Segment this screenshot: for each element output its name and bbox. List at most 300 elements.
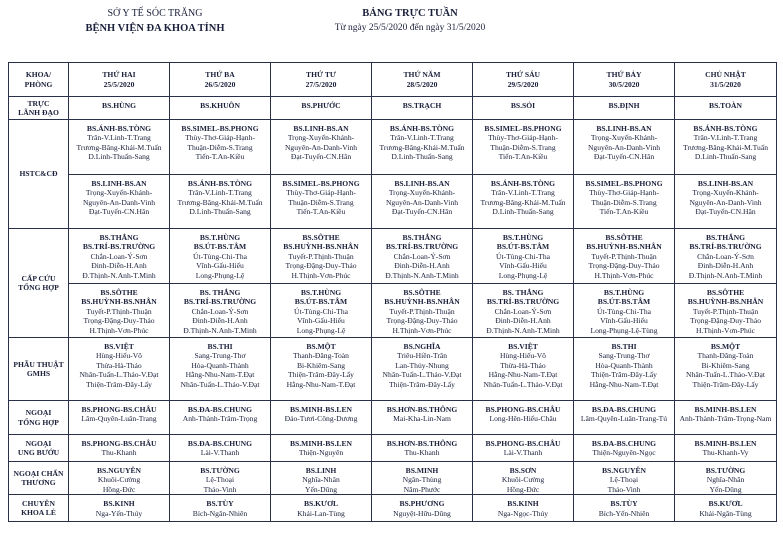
- doctor-name: BS.TƯỜNG: [705, 466, 746, 475]
- day-date: 25/5/2020: [103, 79, 135, 89]
- staff-names: Anh-Thành-Trâm-Trọng: [182, 414, 258, 424]
- day-name: THỨ TƯ: [306, 70, 336, 80]
- doctor-name: BS.VIỆT: [104, 342, 134, 351]
- table-row: [9, 435, 777, 462]
- duty-cell: [271, 462, 372, 495]
- duty-cell: [372, 338, 473, 401]
- doctor-name: BS.HUỲNH-BS.NHÂN: [384, 297, 460, 307]
- doctor-name: BS.KINH: [507, 499, 539, 509]
- org-header: [60, 6, 250, 36]
- staff-names: Thanh-Đăng-Toàn: [293, 351, 349, 361]
- doctor-name: BS.THẮNG: [402, 233, 442, 242]
- staff-names: Long-Hên-Hiếu-Châu: [489, 414, 557, 424]
- doctor-name: BS.TƯỜNG: [200, 466, 240, 475]
- duty-cell: [170, 338, 271, 401]
- duty-cell: [574, 229, 675, 284]
- day-header: [69, 63, 170, 97]
- doctor-name: BS.HƠN-BS.THÔNG: [386, 405, 458, 414]
- doctor-name: BS.MINH-BS.LEN: [694, 405, 757, 414]
- doctor-name: BS.HUỲNH-BS.NHÂN: [283, 242, 359, 252]
- staff-names: Nguyên-An-Danh-Vinh: [587, 142, 661, 152]
- staff-names: D.Linh-Thuấn-Sang: [391, 152, 453, 162]
- duty-cell: [170, 435, 271, 462]
- day-date: 30/5/2020: [608, 79, 640, 89]
- duty-cell: [271, 495, 372, 522]
- duty-cell: [69, 435, 170, 462]
- header-row: [9, 63, 777, 97]
- duty-cell: [473, 229, 574, 284]
- doc-title: BẢNG TRỰC TUẦN: [362, 8, 458, 19]
- staff-names: Vĩnh-Gấu-Hiếu: [600, 316, 648, 326]
- day-date: 31/5/2020: [710, 79, 741, 89]
- staff-names: Đinh-Diễn-H.Anh: [192, 316, 248, 326]
- day-name: THỨ HAI: [102, 70, 136, 80]
- duty-cell: [69, 97, 170, 120]
- doctor-name: BS.PHONG-BS.CHÂU: [81, 439, 157, 448]
- staff-names: H.Thịnh-Vơn-Phúc: [594, 270, 654, 280]
- duty-cell: [170, 284, 271, 338]
- staff-names: Thiện-Trâm-Đây-Lấy: [692, 379, 759, 389]
- staff-names: Trọng-Đặng-Duy-Thảo: [386, 316, 458, 326]
- duty-table: [8, 62, 777, 522]
- section-label: [9, 462, 69, 495]
- duty-cell: [675, 229, 777, 284]
- staff-names: Anh-Thành-Trâm-Trọng-Nam: [679, 414, 772, 424]
- staff-names: Chắn-Loan-Ý-Sơn: [191, 306, 249, 316]
- doctor-name: BS.KƯƠL: [303, 499, 339, 509]
- staff-names: Tuyết-P.Thịnh-Thuận: [86, 306, 152, 316]
- staff-names: Thùy-Thơ-Giáp-Hạnh-: [488, 133, 558, 143]
- doctor-name: BS.TRÍ-BS.TRƯỜNG: [183, 297, 257, 307]
- duty-cell: [473, 435, 574, 462]
- doctor-name: BS.NGHĨA: [403, 342, 441, 351]
- doctor-name: BS.LINH: [305, 466, 337, 475]
- doctor-name: BS.LINH-BS.AN: [596, 124, 652, 133]
- section-label-line: LÃNH ĐẠO: [18, 108, 59, 117]
- section-label-line: NGOẠI: [25, 438, 52, 448]
- duty-cell: [271, 435, 372, 462]
- staff-names: Trương-Băng-Khải-M.Tuấn: [76, 142, 162, 152]
- duty-cell: [170, 175, 271, 229]
- staff-names: Vĩnh-Gấu-Hiếu: [297, 316, 345, 326]
- staff-names: Út-Tùng-Chi-Tha: [193, 251, 247, 261]
- staff-names: Thùy-Thơ-Giáp-Hạnh-: [589, 188, 659, 198]
- staff-names: Đinh-Diễn-H.Anh: [91, 261, 147, 271]
- duty-cell: [574, 120, 675, 175]
- doctor-name: BS.TÙY: [610, 499, 638, 509]
- duty-cell: [473, 97, 574, 120]
- staff-names: Ngân-Thùng: [402, 475, 442, 485]
- staff-names: Thừa-Hà-Thảo: [96, 360, 142, 370]
- staff-names: Trương-Băng-Khải-M.Tuấn: [379, 142, 465, 152]
- duty-cell: [675, 338, 777, 401]
- staff-names: Trọng-Xuyến-Khánh-: [287, 133, 355, 143]
- duty-cell: [271, 284, 372, 338]
- staff-names: Đinh-Diễn-H.Anh: [495, 316, 551, 326]
- duty-cell: [372, 97, 473, 120]
- section-label-line: GMHS: [26, 369, 51, 378]
- section-label: [9, 97, 69, 120]
- doctor-name: BS.KHUÔN: [200, 101, 240, 110]
- section-label-line: TRỰC: [27, 98, 50, 108]
- doctor-name: BS.ĐỊNH: [608, 101, 640, 110]
- staff-names: Trân-V.Linh-T.Trang: [87, 133, 151, 143]
- staff-names: Khải-Lan-Tùng: [297, 508, 345, 518]
- duty-cell: [372, 401, 473, 435]
- duty-cell: [574, 495, 675, 522]
- doctor-name: BS.PHƯƠNG: [399, 499, 445, 509]
- section-label: [9, 229, 69, 338]
- doctor-name: BS.PHONG-BS.CHÂU: [485, 439, 561, 448]
- staff-names: H.Thịnh-Vơn-Phúc: [291, 270, 351, 280]
- duty-cell: [69, 175, 170, 229]
- staff-names: D.Linh-Thuấn-Sang: [694, 152, 757, 162]
- table-row: [9, 401, 777, 435]
- staff-names: Hằng-Nhu-Nam-T.Đạt: [488, 370, 558, 380]
- day-date: 28/5/2020: [406, 79, 438, 89]
- day-date: 27/5/2020: [305, 79, 337, 89]
- day-header: [675, 63, 777, 97]
- staff-names: Bi-Khiêm-Sang: [296, 360, 346, 370]
- duty-cell: [69, 229, 170, 284]
- staff-names: Thảo-Vinh: [203, 484, 237, 494]
- staff-names: Nghĩa-Nhân: [706, 475, 745, 485]
- duty-cell: [271, 338, 372, 401]
- staff-names: Trân-V.Linh-T.Trang: [390, 133, 454, 143]
- staff-names: Nguyên-An-Danh-Vinh: [82, 197, 156, 207]
- staff-names: Út-Tùng-Chi-Tha: [294, 306, 348, 316]
- duty-cell: [372, 120, 473, 175]
- duty-cell: [473, 284, 574, 338]
- staff-names: Yến-Dũng: [709, 484, 742, 494]
- staff-names: Thu-Khanh: [101, 448, 137, 458]
- doctor-name: BS.SỎI: [510, 101, 536, 110]
- doctor-name: BS.VIỆT: [508, 342, 538, 351]
- duty-cell: [170, 120, 271, 175]
- staff-names: Long-Phụng-Lệ-Tùng: [590, 325, 658, 335]
- table-row: [9, 120, 777, 175]
- staff-names: Trọng-Xuyến-Khánh-: [85, 188, 153, 198]
- doctor-name: BS.SÔTHE: [100, 288, 138, 297]
- staff-names: Nguyên-An-Danh-Vinh: [689, 197, 762, 207]
- doctor-name: BS.TOÀN: [709, 101, 742, 110]
- duty-cell: [372, 229, 473, 284]
- day-date: 26/5/2020: [204, 79, 236, 89]
- staff-names: Tiến-T.An-Kiều: [296, 207, 346, 217]
- staff-names: Nguyên-An-Danh-Vinh: [385, 197, 459, 207]
- staff-names: Hằng-Nhu-Nam-T.Đạt: [286, 379, 356, 389]
- staff-names: Trọng-Xuyến-Khánh-: [692, 188, 759, 198]
- doctor-name: BS.SIMEL-BS.PHONG: [181, 124, 259, 133]
- doctor-name: BS.ÁNH-BS.TÒNG: [490, 179, 556, 188]
- staff-names: Đinh-Diễn-H.Anh: [697, 261, 754, 271]
- doctor-name: BS.HÙNG: [102, 101, 136, 110]
- section-label-line: UNG BƯỚU: [17, 448, 60, 457]
- staff-names: Đ.Thịnh-N.Anh-T.Minh: [486, 325, 560, 335]
- staff-names: Hùng-Hiếu-Võ: [500, 351, 546, 361]
- staff-names: Chắn-Loan-Ý-Sơn: [90, 251, 148, 261]
- staff-names: Trọng-Xuyến-Khánh-: [590, 133, 658, 143]
- staff-names: Nguyệt-Hữu-Dũng: [393, 508, 451, 518]
- section-label-line: NGOẠI CHẤN: [13, 468, 64, 478]
- hospital-name: BỆNH VIỆN ĐA KHOA TỈNH: [85, 23, 225, 34]
- day-name: THỨ NĂM: [403, 70, 441, 80]
- staff-names: D.Linh-Thuấn-Sang: [189, 207, 251, 217]
- staff-names: Nhân-Tuấn-L.Thảo-V.Đạt: [79, 370, 159, 380]
- section-label-line: TỔNG HỢP: [18, 283, 59, 292]
- doctor-name: BS.HUỲNH-BS.NHÂN: [586, 242, 662, 252]
- staff-names: Đạt-Tuyến-CN.Hân: [88, 207, 150, 217]
- staff-names: Mai-Kha-Lin-Nam: [393, 414, 451, 424]
- duty-cell: [170, 495, 271, 522]
- doctor-name: BS.ÁNH-BS.TÒNG: [187, 179, 253, 188]
- staff-names: Thiện-Nguyên-Ngọc: [592, 448, 656, 458]
- doctor-name: BS.NGUYÊN: [601, 466, 647, 475]
- doctor-name: BS.PHƯỚC: [301, 101, 341, 110]
- staff-names: Đảo-Tươi-Công-Dương: [284, 414, 358, 424]
- staff-names: Nghĩa-Nhân: [302, 475, 340, 485]
- doctor-name: BS.T.HÙNG: [199, 233, 241, 242]
- doctor-name: BS.T.HÙNG: [300, 288, 342, 297]
- duty-cell: [69, 401, 170, 435]
- staff-names: Đạt-Tuyến-CN.Hân: [391, 207, 453, 217]
- doctor-name: BS.THẮNG: [99, 233, 139, 242]
- duty-cell: [372, 284, 473, 338]
- staff-names: Sang-Trung-Thơ: [194, 351, 246, 361]
- duty-cell: [574, 435, 675, 462]
- doctor-name: BS.ĐA-BS.CHUNG: [187, 405, 253, 414]
- duty-cell: [271, 120, 372, 175]
- staff-names: Tuyết-P.Thịnh-Thuận: [692, 306, 759, 316]
- staff-names: Tiến-T.An-Kiều: [195, 152, 245, 162]
- section-label: [9, 495, 69, 522]
- staff-names: Trân-V.Linh-T.Trang: [188, 188, 252, 198]
- section-label: [9, 120, 69, 229]
- doctor-name: BS.ÁNH-BS.TÒNG: [86, 124, 152, 133]
- doctor-name: BS.TRÍ-BS.TRƯỜNG: [486, 297, 560, 307]
- duty-cell: [372, 175, 473, 229]
- staff-names: Trương-Băng-Khải-M.Tuấn: [480, 197, 566, 207]
- corner-label: KHOA/: [25, 70, 52, 80]
- staff-names: Trọng-Đặng-Duy-Thảo: [689, 316, 761, 326]
- day-name: THỨ BA: [205, 70, 235, 80]
- duty-cell: [69, 284, 170, 338]
- staff-names: Nhân-Tuấn-L.Thảo-V.Đạt: [686, 370, 765, 380]
- staff-names: Trương-Băng-Khải-M.Tuấn: [177, 197, 263, 207]
- staff-names: Khuôi-Cường: [97, 475, 141, 485]
- duty-cell: [271, 97, 372, 120]
- doctor-name: BS.MINH-BS.LEN: [694, 439, 757, 448]
- duty-cell: [675, 495, 777, 522]
- staff-names: Lệ-Thoại: [205, 475, 235, 485]
- day-header: [473, 63, 574, 97]
- staff-names: Lệ-Thoại: [609, 475, 639, 485]
- duty-cell: [69, 338, 170, 401]
- section-label-line: CẤP CỨU: [21, 273, 56, 283]
- doctor-name: BS.MỘT: [710, 342, 741, 351]
- duty-cell: [372, 435, 473, 462]
- day-name: CHỦ NHẬT: [705, 70, 746, 80]
- duty-cell: [473, 120, 574, 175]
- doctor-name: BS.LINH-BS.AN: [697, 179, 754, 188]
- duty-cell: [473, 401, 574, 435]
- staff-names: Tiến-T.An-Kiều: [599, 207, 649, 217]
- staff-names: Trân-V.Linh-T.Trang: [693, 133, 758, 143]
- staff-names: Đạt-Tuyến-CN.Hân: [695, 207, 756, 217]
- doctor-name: BS.SÔTHE: [403, 288, 441, 297]
- staff-names: Hòa-Quanh-Thành: [191, 360, 249, 370]
- doctor-name: BS.LINH-BS.AN: [91, 179, 147, 188]
- duty-cell: [675, 462, 777, 495]
- duty-cell: [675, 284, 777, 338]
- staff-names: Bi-Khiêm-Sang: [701, 360, 750, 370]
- staff-names: Thu-Khanh: [404, 448, 440, 458]
- staff-names: Thuận-Diễm-S.Trang: [187, 142, 253, 152]
- staff-names: Thuận-Diễm-S.Trang: [490, 142, 556, 152]
- staff-names: Lan-Thủy-Nhung: [395, 360, 449, 370]
- doctor-name: BS.HƠN-BS.THÔNG: [386, 439, 458, 448]
- staff-names: Thu-Khanh-Vy: [702, 448, 749, 458]
- duty-cell: [271, 401, 372, 435]
- doctor-name: BS.SIMEL-BS.PHONG: [282, 179, 360, 188]
- doctor-name: BS.ĐA-BS.CHUNG: [187, 439, 253, 448]
- staff-names: Nga-Yến-Thúy: [95, 508, 143, 518]
- duty-cell: [271, 229, 372, 284]
- staff-names: Hằng-Nhu-Nam-T.Đạt: [589, 379, 659, 389]
- staff-names: Trọng-Đặng-Duy-Thảo: [285, 261, 357, 271]
- doctor-name: BS.T.HÙNG: [502, 233, 544, 242]
- section-label: [9, 401, 69, 435]
- duty-cell: [574, 284, 675, 338]
- staff-names: Út-Tùng-Chi-Tha: [496, 251, 550, 261]
- doctor-name: BS.TRÍ-BS.TRƯỜNG: [689, 242, 762, 252]
- duty-cell: [69, 462, 170, 495]
- staff-names: Thùy-Thơ-Giáp-Hạnh-: [286, 188, 356, 198]
- staff-names: Nhân-Tuấn-L.Thảo-V.Đạt: [180, 379, 260, 389]
- doctor-name: BS.SÔTHE: [605, 233, 643, 242]
- staff-names: Lài-V.Thanh: [200, 448, 240, 458]
- duty-cell: [574, 97, 675, 120]
- doctor-name: BS.HUỲNH-BS.NHÂN: [81, 297, 157, 307]
- doctor-name: BS.LINH-BS.AN: [293, 124, 349, 133]
- staff-names: Bích-Yến-Nhiên: [598, 508, 650, 518]
- table-row: [9, 97, 777, 120]
- section-label: [9, 435, 69, 462]
- doctor-name: BS.T.HÙNG: [603, 288, 645, 297]
- staff-names: Út-Tùng-Chi-Tha: [597, 306, 651, 316]
- staff-names: Đạt-Tuyến-CN.Hân: [593, 152, 655, 162]
- section-label-line: TỔNG HỢP: [18, 417, 59, 427]
- day-date: 29/5/2020: [507, 79, 539, 89]
- duty-cell: [675, 435, 777, 462]
- day-header: [170, 63, 271, 97]
- doctor-name: BS.PHONG-BS.CHÂU: [485, 405, 561, 414]
- table-row: [9, 462, 777, 495]
- duty-cell: [170, 97, 271, 120]
- staff-names: Tuyết-P.Thịnh-Thuận: [591, 251, 657, 261]
- duty-cell: [675, 175, 777, 229]
- doctor-name: BS.MINH-BS.LEN: [289, 405, 353, 414]
- duty-cell: [675, 401, 777, 435]
- table-row: [9, 338, 777, 401]
- duty-cell: [473, 175, 574, 229]
- staff-names: Tiến-T.An-Kiều: [498, 152, 548, 162]
- staff-names: Trọng-Xuyến-Khánh-: [388, 188, 456, 198]
- duty-cell: [574, 462, 675, 495]
- staff-names: Lâm-Quyên-Luân-Trang: [81, 414, 157, 424]
- staff-names: D.Linh-Thuấn-Sang: [492, 207, 554, 217]
- staff-names: H.Thịnh-Vơn-Phúc: [392, 325, 452, 335]
- table-row: [9, 495, 777, 522]
- staff-names: Tuyết-P.Thịnh-Thuận: [389, 306, 455, 316]
- staff-names: Thừa-Hà-Thảo: [500, 360, 546, 370]
- staff-names: Chắn-Loan-Ý-Sơn: [697, 251, 754, 261]
- day-header: [574, 63, 675, 97]
- staff-names: Long-Phụng-Lệ: [498, 270, 548, 280]
- doc-title-block: [270, 6, 550, 36]
- staff-names: Nhân-Tuấn-L.Thảo-V.Đạt: [382, 370, 462, 380]
- staff-names: Vĩnh-Gấu-Hiếu: [196, 261, 244, 271]
- duty-cell: [271, 175, 372, 229]
- staff-names: Đinh-Diễn-H.Anh: [394, 261, 450, 271]
- section-label-line: CHUYÊN: [22, 498, 55, 508]
- staff-names: H.Thịnh-Vơn-Phúc: [89, 325, 149, 335]
- duty-cell: [473, 495, 574, 522]
- doctor-name: BS.THI: [611, 342, 637, 351]
- day-header: [271, 63, 372, 97]
- staff-names: Thanh-Đăng-Toàn: [697, 351, 754, 361]
- doctor-name: BS.NGUYÊN: [96, 466, 142, 475]
- staff-names: Thùy-Thơ-Giáp-Hạnh-: [185, 133, 255, 143]
- corner-label: PHÒNG: [24, 79, 53, 89]
- duty-cell: [574, 401, 675, 435]
- doctor-name: BS.MINH-BS.LEN: [289, 439, 353, 448]
- staff-names: Thiện-Trâm-Đây-Lấy: [288, 370, 354, 380]
- doctor-name: BS.SÔTHE: [706, 288, 745, 297]
- staff-names: Chắn-Loan-Ý-Sơn: [393, 251, 451, 261]
- section-label-line: NGOẠI: [25, 408, 52, 418]
- staff-names: Vĩnh-Gấu-Hiếu: [499, 261, 547, 271]
- staff-names: Trương-Băng-Khải-M.Tuấn: [683, 142, 768, 152]
- staff-names: Hùng-Hiếu-Võ: [96, 351, 142, 361]
- staff-names: Khải-Ngân-Tùng: [699, 508, 752, 518]
- staff-names: Lài-V.Thanh: [503, 448, 543, 458]
- corner-cell: [9, 63, 69, 97]
- doctor-name: BS.TÙY: [206, 499, 234, 509]
- doctor-name: BS.SIMEL-BS.PHONG: [585, 179, 663, 188]
- section-label-line: HSTC&CĐ: [19, 169, 58, 179]
- table-row: [9, 229, 777, 284]
- staff-names: Hồng-Đức: [506, 484, 540, 494]
- duty-cell: [372, 495, 473, 522]
- doctor-name: BS. THẮNG: [199, 288, 241, 297]
- duty-cell: [473, 462, 574, 495]
- doctor-name: BS.HUỲNH-BS.NHÂN: [687, 297, 764, 307]
- staff-names: Long-Phụng-Lệ: [296, 325, 346, 335]
- doctor-name: BS.KINH: [103, 499, 135, 509]
- doctor-name: BS.ÚT-BS.TÂM: [294, 297, 348, 307]
- table-row: [9, 284, 777, 338]
- staff-names: Hồng-Đức: [102, 484, 136, 494]
- doctor-name: BS.SƠN: [509, 466, 537, 475]
- staff-names: Yến-Dũng: [304, 484, 338, 494]
- staff-names: Thuận-Diễm-S.Trang: [591, 197, 657, 207]
- duty-cell: [69, 120, 170, 175]
- duty-cell: [170, 401, 271, 435]
- doctor-name: BS.MỘT: [306, 342, 336, 351]
- staff-names: Tuyết-P.Thịnh-Thuận: [288, 251, 354, 261]
- staff-names: Sang-Trung-Thơ: [598, 351, 650, 361]
